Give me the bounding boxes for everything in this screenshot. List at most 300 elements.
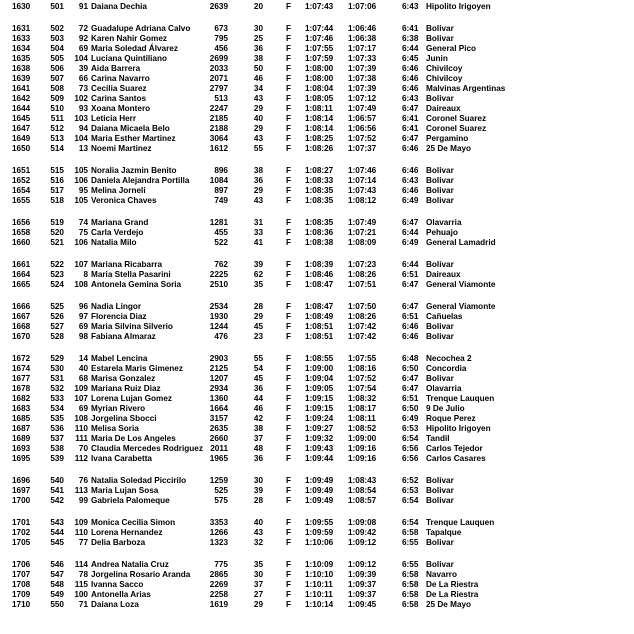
category-place: 106 <box>74 238 88 247</box>
pace: 6:47 <box>402 134 419 143</box>
overall-place: 1683 <box>12 404 31 413</box>
gun-time: 1:08:00 <box>305 74 334 83</box>
pace: 6:54 <box>402 496 419 505</box>
overall-place: 1660 <box>12 238 31 247</box>
category-place: 98 <box>78 332 88 341</box>
category-place: 108 <box>74 414 88 423</box>
pace: 6:46 <box>402 186 419 195</box>
bib-number: 1281 <box>209 218 228 227</box>
overall-place: 1667 <box>12 312 31 321</box>
category-place: 108 <box>74 280 88 289</box>
pace: 6:45 <box>402 54 419 63</box>
net-time: 1:07:14 <box>348 176 377 185</box>
net-time: 1:07:52 <box>348 134 377 143</box>
gender: F <box>286 414 292 423</box>
bib-number: 2188 <box>209 124 228 133</box>
age: 20 <box>253 2 263 11</box>
age: 39 <box>253 486 263 495</box>
net-time: 1:08:43 <box>348 476 377 485</box>
age: 55 <box>253 354 263 363</box>
net-time: 1:07:12 <box>348 94 377 103</box>
city: Bolivar <box>426 322 454 331</box>
city: Hipolito Irigoyen <box>426 2 491 11</box>
pace: 6:41 <box>402 124 419 133</box>
city: Bolivar <box>426 24 454 33</box>
gender: F <box>286 560 292 569</box>
net-time: 1:07:46 <box>348 166 377 175</box>
overall-place: 1693 <box>12 444 31 453</box>
bib-number: 456 <box>214 44 228 53</box>
pace: 6:54 <box>402 518 419 527</box>
category-place: 109 <box>74 518 88 527</box>
runner-name: Daiana Micaela Belo <box>91 124 170 133</box>
bib-number: 2033 <box>209 64 228 73</box>
gender: F <box>286 394 292 403</box>
category-place: 94 <box>78 124 88 133</box>
gender-place: 545 <box>50 538 64 547</box>
gun-time: 1:10:11 <box>305 580 333 589</box>
category-place: 13 <box>78 144 88 153</box>
gun-time: 1:07:55 <box>305 44 334 53</box>
age: 35 <box>253 280 263 289</box>
gender: F <box>286 332 292 341</box>
gender: F <box>286 84 292 93</box>
result-row <box>0 166 634 176</box>
age: 33 <box>253 228 263 237</box>
category-place: 66 <box>78 74 88 83</box>
gender-place: 506 <box>50 64 64 73</box>
runner-name: Carina Navarro <box>91 74 150 83</box>
bib-number: 2225 <box>209 270 228 279</box>
gun-time: 1:08:25 <box>305 134 334 143</box>
gender: F <box>286 580 292 589</box>
net-time: 1:07:43 <box>348 186 377 195</box>
gender: F <box>286 24 292 33</box>
net-time: 1:09:39 <box>348 570 377 579</box>
net-time: 1:08:54 <box>348 486 377 495</box>
age: 37 <box>253 434 263 443</box>
gun-time: 1:08:49 <box>305 312 334 321</box>
bib-number: 1323 <box>209 538 228 547</box>
result-row <box>0 34 634 44</box>
city: Bolivar <box>426 476 454 485</box>
pace: 6:46 <box>402 74 419 83</box>
overall-place: 1682 <box>12 394 31 403</box>
net-time: 1:08:26 <box>348 270 377 279</box>
category-place: 8 <box>83 270 88 279</box>
result-row <box>0 124 634 134</box>
runner-name: Fabiana Almaraz <box>91 332 156 341</box>
city: Bolivar <box>426 260 454 269</box>
city: Bolivar <box>426 496 454 505</box>
overall-place: 1670 <box>12 332 31 341</box>
gender: F <box>286 374 292 383</box>
category-place: 72 <box>78 24 88 33</box>
result-row <box>0 94 634 104</box>
bib-number: 1266 <box>209 528 228 537</box>
bib-number: 2635 <box>209 424 228 433</box>
age: 39 <box>253 260 263 269</box>
gender: F <box>286 354 292 363</box>
city: Malvinas Argentinas <box>426 84 506 93</box>
result-row <box>0 486 634 496</box>
overall-place: 1708 <box>12 580 31 589</box>
runner-name: Florencia Diaz <box>91 312 147 321</box>
gun-time: 1:08:35 <box>305 218 334 227</box>
gender-place: 516 <box>50 176 64 185</box>
city: Carlos Tejedor <box>426 444 483 453</box>
gun-time: 1:09:00 <box>305 364 334 373</box>
bib-number: 2011 <box>210 444 228 453</box>
gun-time: 1:08:51 <box>305 332 334 341</box>
bib-number: 2639 <box>209 2 228 11</box>
runner-name: Maria Soledad Álvarez <box>91 44 178 53</box>
runner-name: Jorgelina Rosario Aranda <box>91 570 191 579</box>
gender-place: 509 <box>50 94 64 103</box>
pace: 6:46 <box>402 322 419 331</box>
city: Carlos Casares <box>426 454 486 463</box>
gender: F <box>286 238 292 247</box>
gender-place: 549 <box>50 590 64 599</box>
bib-number: 2125 <box>209 364 228 373</box>
runner-name: Mariana Ricabarra <box>91 260 162 269</box>
category-place: 102 <box>74 94 88 103</box>
runner-name: Maria Stella Pasarini <box>91 270 171 279</box>
category-place: 104 <box>74 54 88 63</box>
overall-place: 1672 <box>12 354 31 363</box>
gun-time: 1:09:32 <box>305 434 334 443</box>
net-time: 1:09:37 <box>348 590 377 599</box>
category-place: 115 <box>74 580 88 589</box>
net-time: 1:07:52 <box>348 374 377 383</box>
age: 43 <box>253 94 263 103</box>
overall-place: 1697 <box>12 486 31 495</box>
bib-number: 2269 <box>209 580 228 589</box>
overall-place: 1647 <box>12 124 31 133</box>
overall-place: 1661 <box>12 260 31 269</box>
gender: F <box>286 34 292 43</box>
category-place: 113 <box>74 486 88 495</box>
gender: F <box>286 2 292 11</box>
pace: 6:46 <box>402 166 419 175</box>
overall-place: 1705 <box>12 538 31 547</box>
pace: 6:58 <box>402 528 419 537</box>
runner-name: Xoana Montero <box>91 104 151 113</box>
bib-number: 513 <box>214 94 228 103</box>
city: Roque Perez <box>426 414 476 423</box>
pace: 6:54 <box>402 434 419 443</box>
age: 40 <box>253 518 263 527</box>
gender: F <box>286 270 292 279</box>
age: 38 <box>253 166 263 175</box>
gender: F <box>286 600 292 609</box>
result-row <box>0 24 634 34</box>
age: 45 <box>253 374 263 383</box>
age: 38 <box>253 424 263 433</box>
runner-name: Carla Verdejo <box>91 228 144 237</box>
overall-place: 1696 <box>12 476 31 485</box>
category-place: 69 <box>78 44 88 53</box>
city: 25 De Mayo <box>426 144 472 153</box>
bib-number: 1207 <box>209 374 228 383</box>
result-row <box>0 2 634 12</box>
gun-time: 1:09:49 <box>305 486 334 495</box>
gun-time: 1:09:43 <box>305 444 334 453</box>
gender-place: 530 <box>50 364 64 373</box>
pace: 6:58 <box>402 600 419 609</box>
category-place: 73 <box>78 84 88 93</box>
age: 45 <box>253 322 263 331</box>
gender: F <box>286 312 292 321</box>
runner-name: Noralia Jazmin Benito <box>91 166 177 175</box>
net-time: 1:06:56 <box>348 124 377 133</box>
city: Bolivar <box>426 486 454 495</box>
category-place: 92 <box>78 34 88 43</box>
gun-time: 1:08:46 <box>305 270 334 279</box>
result-row <box>0 496 634 506</box>
age: 54 <box>253 364 263 373</box>
gun-time: 1:09:49 <box>305 476 334 485</box>
net-time: 1:08:52 <box>348 424 377 433</box>
category-place: 75 <box>78 228 88 237</box>
runner-name: Jorgelina Sbocci <box>91 414 157 423</box>
city: Pehuajo <box>426 228 458 237</box>
pace: 6:58 <box>402 580 419 589</box>
category-place: 40 <box>78 364 88 373</box>
runner-name: Myrian Rivero <box>91 404 146 413</box>
gender-place: 515 <box>50 166 64 175</box>
result-row <box>0 560 634 570</box>
pace: 6:48 <box>402 354 419 363</box>
gender: F <box>286 364 292 373</box>
gun-time: 1:08:47 <box>305 302 334 311</box>
gun-time: 1:08:55 <box>305 354 334 363</box>
gun-time: 1:07:46 <box>305 34 334 43</box>
bib-number: 2797 <box>209 84 228 93</box>
gender: F <box>286 444 292 453</box>
gender: F <box>286 404 292 413</box>
bib-number: 3064 <box>209 134 228 143</box>
gun-time: 1:07:44 <box>305 24 334 33</box>
pace: 6:50 <box>402 364 419 373</box>
overall-place: 1639 <box>12 74 31 83</box>
runner-name: Cecilia Suarez <box>91 84 147 93</box>
city: Coronel Suarez <box>426 124 487 133</box>
pace: 6:47 <box>402 302 419 311</box>
pace: 6:46 <box>402 144 419 153</box>
city: Bolivar <box>426 186 454 195</box>
net-time: 1:09:12 <box>348 560 377 569</box>
gender-place: 508 <box>50 84 64 93</box>
net-time: 1:09:08 <box>348 518 377 527</box>
overall-place: 1658 <box>12 228 31 237</box>
gender-place: 534 <box>50 404 64 413</box>
pace: 6:58 <box>402 570 419 579</box>
city: Daireaux <box>426 270 461 279</box>
gun-time: 1:09:05 <box>305 384 334 393</box>
city: Junin <box>426 54 448 63</box>
net-time: 1:07:42 <box>348 322 377 331</box>
age: 23 <box>253 332 263 341</box>
city: Cañuelas <box>426 312 463 321</box>
pace: 6:41 <box>402 24 419 33</box>
gun-time: 1:09:15 <box>305 404 334 413</box>
gender: F <box>286 570 292 579</box>
pace: 6:56 <box>402 454 419 463</box>
age: 41 <box>253 238 263 247</box>
category-place: 104 <box>74 134 88 143</box>
result-row <box>0 590 634 600</box>
bib-number: 1259 <box>209 476 228 485</box>
result-row <box>0 312 634 322</box>
gun-time: 1:10:14 <box>305 600 334 609</box>
bib-number: 749 <box>214 196 228 205</box>
gender-place: 539 <box>50 454 64 463</box>
gender: F <box>286 424 292 433</box>
runner-name: Marisa Gonzalez <box>91 374 156 383</box>
pace: 6:43 <box>402 176 419 185</box>
runner-name: Ivana Carabetta <box>91 454 152 463</box>
city: Bolivar <box>426 196 454 205</box>
overall-place: 1641 <box>12 84 31 93</box>
runner-name: Gabriela Palomeque <box>91 496 170 505</box>
pace: 6:51 <box>402 394 419 403</box>
overall-place: 1630 <box>12 2 31 11</box>
category-place: 100 <box>74 590 88 599</box>
gender-place: 550 <box>50 600 64 609</box>
gender-place: 535 <box>50 414 64 423</box>
runner-name: Daiana Loza <box>91 600 139 609</box>
overall-place: 1650 <box>12 144 31 153</box>
city: Bolivar <box>426 176 454 185</box>
city: Chivilcoy <box>426 74 463 83</box>
gender-place: 502 <box>50 24 64 33</box>
bib-number: 2903 <box>209 354 228 363</box>
city: General Pico <box>426 44 477 53</box>
gender-place: 507 <box>50 74 64 83</box>
pace: 6:46 <box>402 64 419 73</box>
category-place: 107 <box>74 394 88 403</box>
pace: 6:52 <box>402 476 419 485</box>
net-time: 1:09:16 <box>348 454 377 463</box>
gender-place: 524 <box>50 280 64 289</box>
gun-time: 1:08:11 <box>305 104 333 113</box>
city: Tapalque <box>426 528 462 537</box>
bib-number: 575 <box>214 496 228 505</box>
gun-time: 1:08:35 <box>305 196 334 205</box>
city: Bolivar <box>426 166 454 175</box>
category-place: 99 <box>78 496 88 505</box>
gun-time: 1:08:05 <box>305 94 334 103</box>
result-row <box>0 186 634 196</box>
bib-number: 522 <box>214 238 228 247</box>
gun-time: 1:08:36 <box>305 228 334 237</box>
pace: 6:47 <box>402 280 419 289</box>
overall-place: 1700 <box>12 496 31 505</box>
gender-place: 527 <box>50 322 64 331</box>
overall-place: 1664 <box>12 270 31 279</box>
age: 27 <box>253 590 263 599</box>
gender-place: 522 <box>50 260 64 269</box>
pace: 6:43 <box>402 94 419 103</box>
bib-number: 2660 <box>209 434 228 443</box>
category-place: 93 <box>78 104 88 113</box>
age: 55 <box>253 144 263 153</box>
gender-place: 519 <box>50 218 64 227</box>
bib-number: 896 <box>214 166 228 175</box>
gender: F <box>286 54 292 63</box>
runner-name: Maria Esther Martinez <box>91 134 176 143</box>
result-row <box>0 424 634 434</box>
city: Tandil <box>426 434 450 443</box>
runner-name: Melina Jorneli <box>91 186 146 195</box>
gender: F <box>286 186 292 195</box>
overall-place: 1635 <box>12 54 31 63</box>
gender: F <box>286 134 292 143</box>
overall-place: 1702 <box>12 528 31 537</box>
age: 36 <box>253 454 263 463</box>
net-time: 1:07:39 <box>348 84 377 93</box>
overall-place: 1695 <box>12 454 31 463</box>
gender: F <box>286 280 292 289</box>
runner-name: Delia Barboza <box>91 538 146 547</box>
gun-time: 1:09:27 <box>305 424 334 433</box>
gender-place: 540 <box>50 476 64 485</box>
gender-place: 510 <box>50 104 64 113</box>
runner-name: Melisa Soria <box>91 424 139 433</box>
result-row <box>0 518 634 528</box>
city: Concordia <box>426 364 467 373</box>
age: 43 <box>253 134 263 143</box>
city: Trenque Lauquen <box>426 518 495 527</box>
gender: F <box>286 104 292 113</box>
runner-name: Mariana Grand <box>91 218 149 227</box>
gender: F <box>286 528 292 537</box>
gender-place: 528 <box>50 332 64 341</box>
overall-place: 1631 <box>12 24 31 33</box>
result-row <box>0 580 634 590</box>
age: 30 <box>253 24 263 33</box>
gender: F <box>286 434 292 443</box>
overall-place: 1687 <box>12 424 31 433</box>
age: 28 <box>253 302 263 311</box>
runner-name: Maria Silvina Silverio <box>91 322 173 331</box>
net-time: 1:07:38 <box>348 74 377 83</box>
gender: F <box>286 322 292 331</box>
result-row <box>0 134 634 144</box>
category-place: 95 <box>78 186 88 195</box>
gender-place: 511 <box>50 114 64 123</box>
net-time: 1:07:37 <box>348 144 377 153</box>
city: Chivilcoy <box>426 64 463 73</box>
city: Bolivar <box>426 94 454 103</box>
category-place: 111 <box>75 434 88 443</box>
gender: F <box>286 260 292 269</box>
result-row <box>0 354 634 364</box>
gun-time: 1:08:39 <box>305 260 334 269</box>
overall-place: 1677 <box>12 374 31 383</box>
gun-time: 1:09:44 <box>305 454 334 463</box>
pace: 6:47 <box>402 374 419 383</box>
bib-number: 1664 <box>209 404 228 413</box>
overall-place: 1709 <box>12 590 31 599</box>
category-place: 110 <box>74 528 88 537</box>
bib-number: 762 <box>214 260 228 269</box>
result-row <box>0 238 634 248</box>
net-time: 1:07:49 <box>348 218 377 227</box>
bib-number: 525 <box>214 486 228 495</box>
category-place: 74 <box>78 218 88 227</box>
